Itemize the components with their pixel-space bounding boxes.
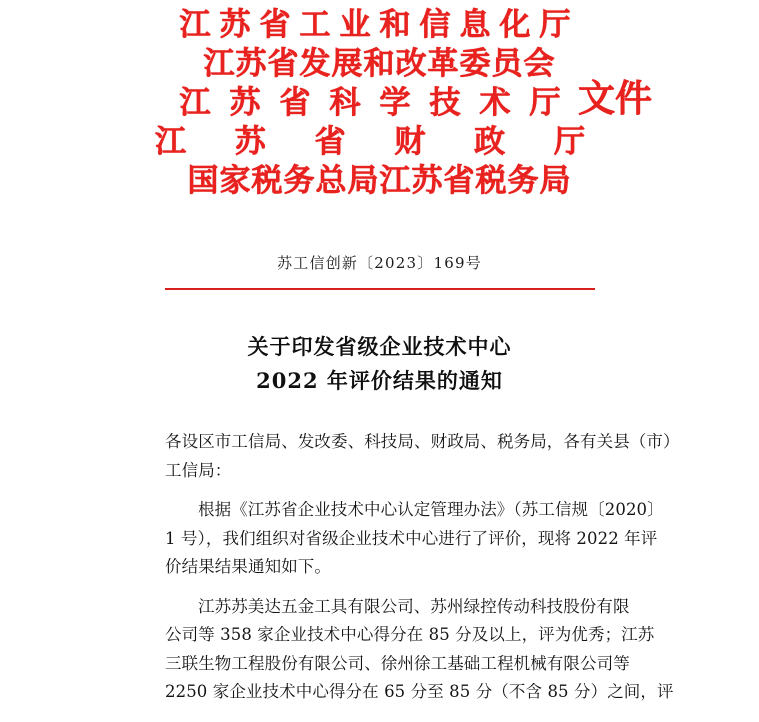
paragraph-addressee: [165, 428, 680, 485]
body-line: 2250 家企业技术中心得分在 65 分至 85 分（不含 85 分）之间，评: [165, 682, 674, 701]
document-title: [0, 330, 759, 398]
body-line: 各设区市工信局、发改委、科技局、财政局、税务局，各有关县（市）: [165, 432, 680, 451]
letterhead-row-1: [0, 6, 759, 45]
body-line: 江苏苏美达五金工具有限公司、苏州绿控传动科技股份有限: [198, 596, 630, 616]
document-body: [165, 428, 680, 707]
paragraph-basis: [165, 496, 664, 582]
document-title-line-2: 2022 年评价结果的通知: [256, 368, 503, 393]
issuer-name-2: 江苏省发展和改革委员会: [203, 46, 556, 82]
letterhead-suffix-wenjian: 文件: [578, 76, 652, 120]
body-line: 价结果结果通知如下。: [165, 557, 331, 576]
body-line: 三联生物工程股份有限公司、徐州徐工基础工程机械有限公司等: [165, 653, 630, 673]
body-line: 工信局：: [165, 460, 232, 480]
document-number: 苏工信创新〔2023〕169号: [277, 254, 482, 272]
letterhead-row-5: [0, 162, 759, 201]
issuer-name-4: 江 苏 省 财 政 厅: [155, 124, 604, 160]
document-title-line-1: 关于印发省级企业技术中心: [247, 334, 512, 359]
issuer-name-5: 国家税务总局江苏省税务局: [187, 163, 572, 199]
issuer-name-3: 江苏省科学技术厅: [179, 85, 580, 121]
red-separator-rule: [165, 288, 595, 290]
body-line: 1 号），我们组织对省级企业技术中心进行了评价，现将 2022 年评: [165, 528, 658, 548]
paragraph-results: [165, 593, 674, 707]
letterhead-row-4: [0, 123, 759, 162]
body-line: 根据《江苏省企业技术中心认定管理办法》（苏工信规〔2020〕: [198, 500, 664, 519]
issuer-name-1: 江苏省工业和信息化厅: [179, 7, 580, 43]
body-line: 公司等 358 家企业技术中心得分在 85 分及以上，评为优秀；江苏: [165, 625, 655, 644]
